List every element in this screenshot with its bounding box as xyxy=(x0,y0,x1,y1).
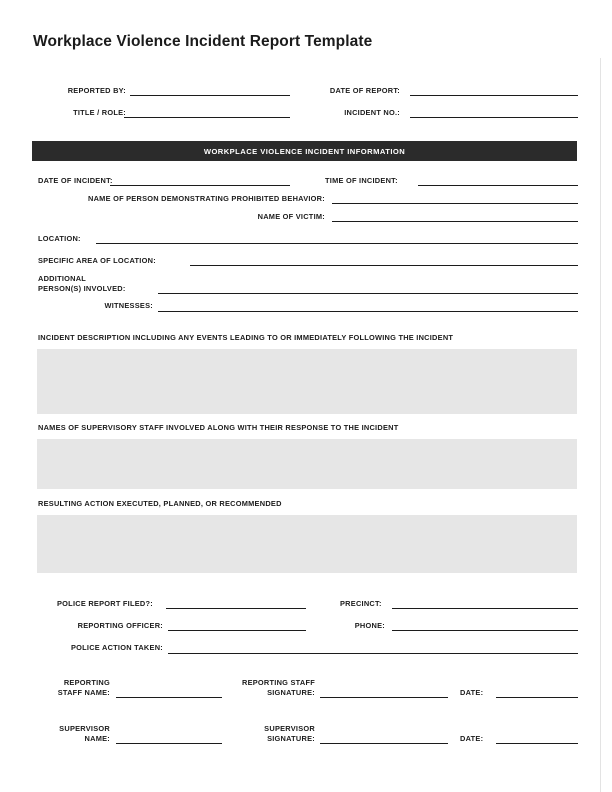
field-witnesses[interactable] xyxy=(158,311,578,312)
heading-supervisory-staff-response: NAMES OF SUPERVISORY STAFF INVOLVED ALONG WITH THEIR RESPONSE TO THE INCIDENT xyxy=(38,423,399,432)
label-date-of-incident: DATE OF INCIDENT: xyxy=(38,176,113,185)
page-title: Workplace Violence Incident Report Template xyxy=(33,33,373,50)
textbox-resulting-action[interactable] xyxy=(37,515,577,573)
label-specific-area-of-location: SPECIFIC AREA OF LOCATION: xyxy=(38,256,156,265)
label-name-of-person-demonstrating-prohibited-behavior: NAME OF PERSON DEMONSTRATING PROHIBITED BEHAVIOR: xyxy=(88,194,325,203)
label-supervisor-name-line1: SUPERVISOR xyxy=(59,724,110,733)
field-police-action-taken[interactable] xyxy=(168,653,578,654)
field-reporting-staff-date[interactable] xyxy=(496,697,578,698)
field-name-of-victim[interactable] xyxy=(332,221,578,222)
label-reported-by: REPORTED BY: xyxy=(67,86,126,95)
field-name-of-person-demonstrating-prohibited-behavior[interactable] xyxy=(332,203,578,204)
field-additional-persons-involved[interactable] xyxy=(158,293,578,294)
field-supervisor-date[interactable] xyxy=(496,743,578,744)
label-reporting-staff-name-line2: STAFF NAME: xyxy=(57,688,110,697)
field-supervisor-name[interactable] xyxy=(116,743,222,744)
label-reporting-officer: REPORTING OFFICER: xyxy=(77,621,163,630)
heading-incident-description: INCIDENT DESCRIPTION INCLUDING ANY EVENTS LEADING TO OR IMMEDIATELY FOLLOWING THE INCIDENT xyxy=(38,333,454,342)
field-police-report-filed[interactable] xyxy=(166,608,306,609)
label-incident-no: INCIDENT NO.: xyxy=(344,108,400,117)
field-phone[interactable] xyxy=(392,630,578,631)
label-reporting-staff-signature-line1: REPORTING STAFF xyxy=(241,678,315,687)
section-header-label: WORKPLACE VIOLENCE INCIDENT INFORMATION xyxy=(203,146,406,156)
label-additional-persons-involved-line2: PERSON(S) INVOLVED: xyxy=(38,284,126,293)
field-reported-by[interactable] xyxy=(130,95,290,96)
field-date-of-incident[interactable] xyxy=(110,185,290,186)
label-reporting-staff-name-line1: REPORTING xyxy=(63,678,110,687)
label-precinct: PRECINCT: xyxy=(340,599,382,608)
label-supervisor-signature-line1: SUPERVISOR xyxy=(264,724,315,733)
field-title-role[interactable] xyxy=(124,117,290,118)
label-additional-persons-involved-line1: ADDITIONAL xyxy=(38,274,87,283)
field-specific-area-of-location[interactable] xyxy=(190,265,578,266)
label-police-report-filed: POLICE REPORT FILED?: xyxy=(57,599,153,608)
field-reporting-staff-signature[interactable] xyxy=(320,697,448,698)
field-supervisor-signature[interactable] xyxy=(320,743,448,744)
field-precinct[interactable] xyxy=(392,608,578,609)
label-witnesses: WITNESSES: xyxy=(104,301,153,310)
label-supervisor-signature-line2: SIGNATURE: xyxy=(267,734,315,743)
label-reporting-staff-date: DATE: xyxy=(460,688,484,697)
section-header-bar xyxy=(32,141,577,161)
heading-resulting-action: RESULTING ACTION EXECUTED, PLANNED, OR RECOMMENDED xyxy=(38,499,282,508)
textbox-supervisory-staff-response[interactable] xyxy=(37,439,577,489)
label-phone: PHONE: xyxy=(354,621,385,630)
field-reporting-staff-name[interactable] xyxy=(116,697,222,698)
label-time-of-incident: TIME OF INCIDENT: xyxy=(325,176,398,185)
field-time-of-incident[interactable] xyxy=(418,185,578,186)
label-supervisor-date: DATE: xyxy=(460,734,484,743)
label-name-of-victim: NAME OF VICTIM: xyxy=(257,212,325,221)
field-location[interactable] xyxy=(96,243,578,244)
label-location: LOCATION: xyxy=(38,234,81,243)
label-reporting-staff-signature-line2: SIGNATURE: xyxy=(267,688,315,697)
textbox-incident-description[interactable] xyxy=(37,349,577,414)
field-reporting-officer[interactable] xyxy=(168,630,306,631)
label-police-action-taken: POLICE ACTION TAKEN: xyxy=(70,643,163,652)
page-edge-line xyxy=(600,58,601,792)
label-title-role: TITLE / ROLE: xyxy=(73,108,126,117)
field-date-of-report[interactable] xyxy=(410,95,578,96)
label-date-of-report: DATE OF REPORT: xyxy=(329,86,400,95)
label-supervisor-name-line2: NAME: xyxy=(84,734,110,743)
field-incident-no[interactable] xyxy=(410,117,578,118)
